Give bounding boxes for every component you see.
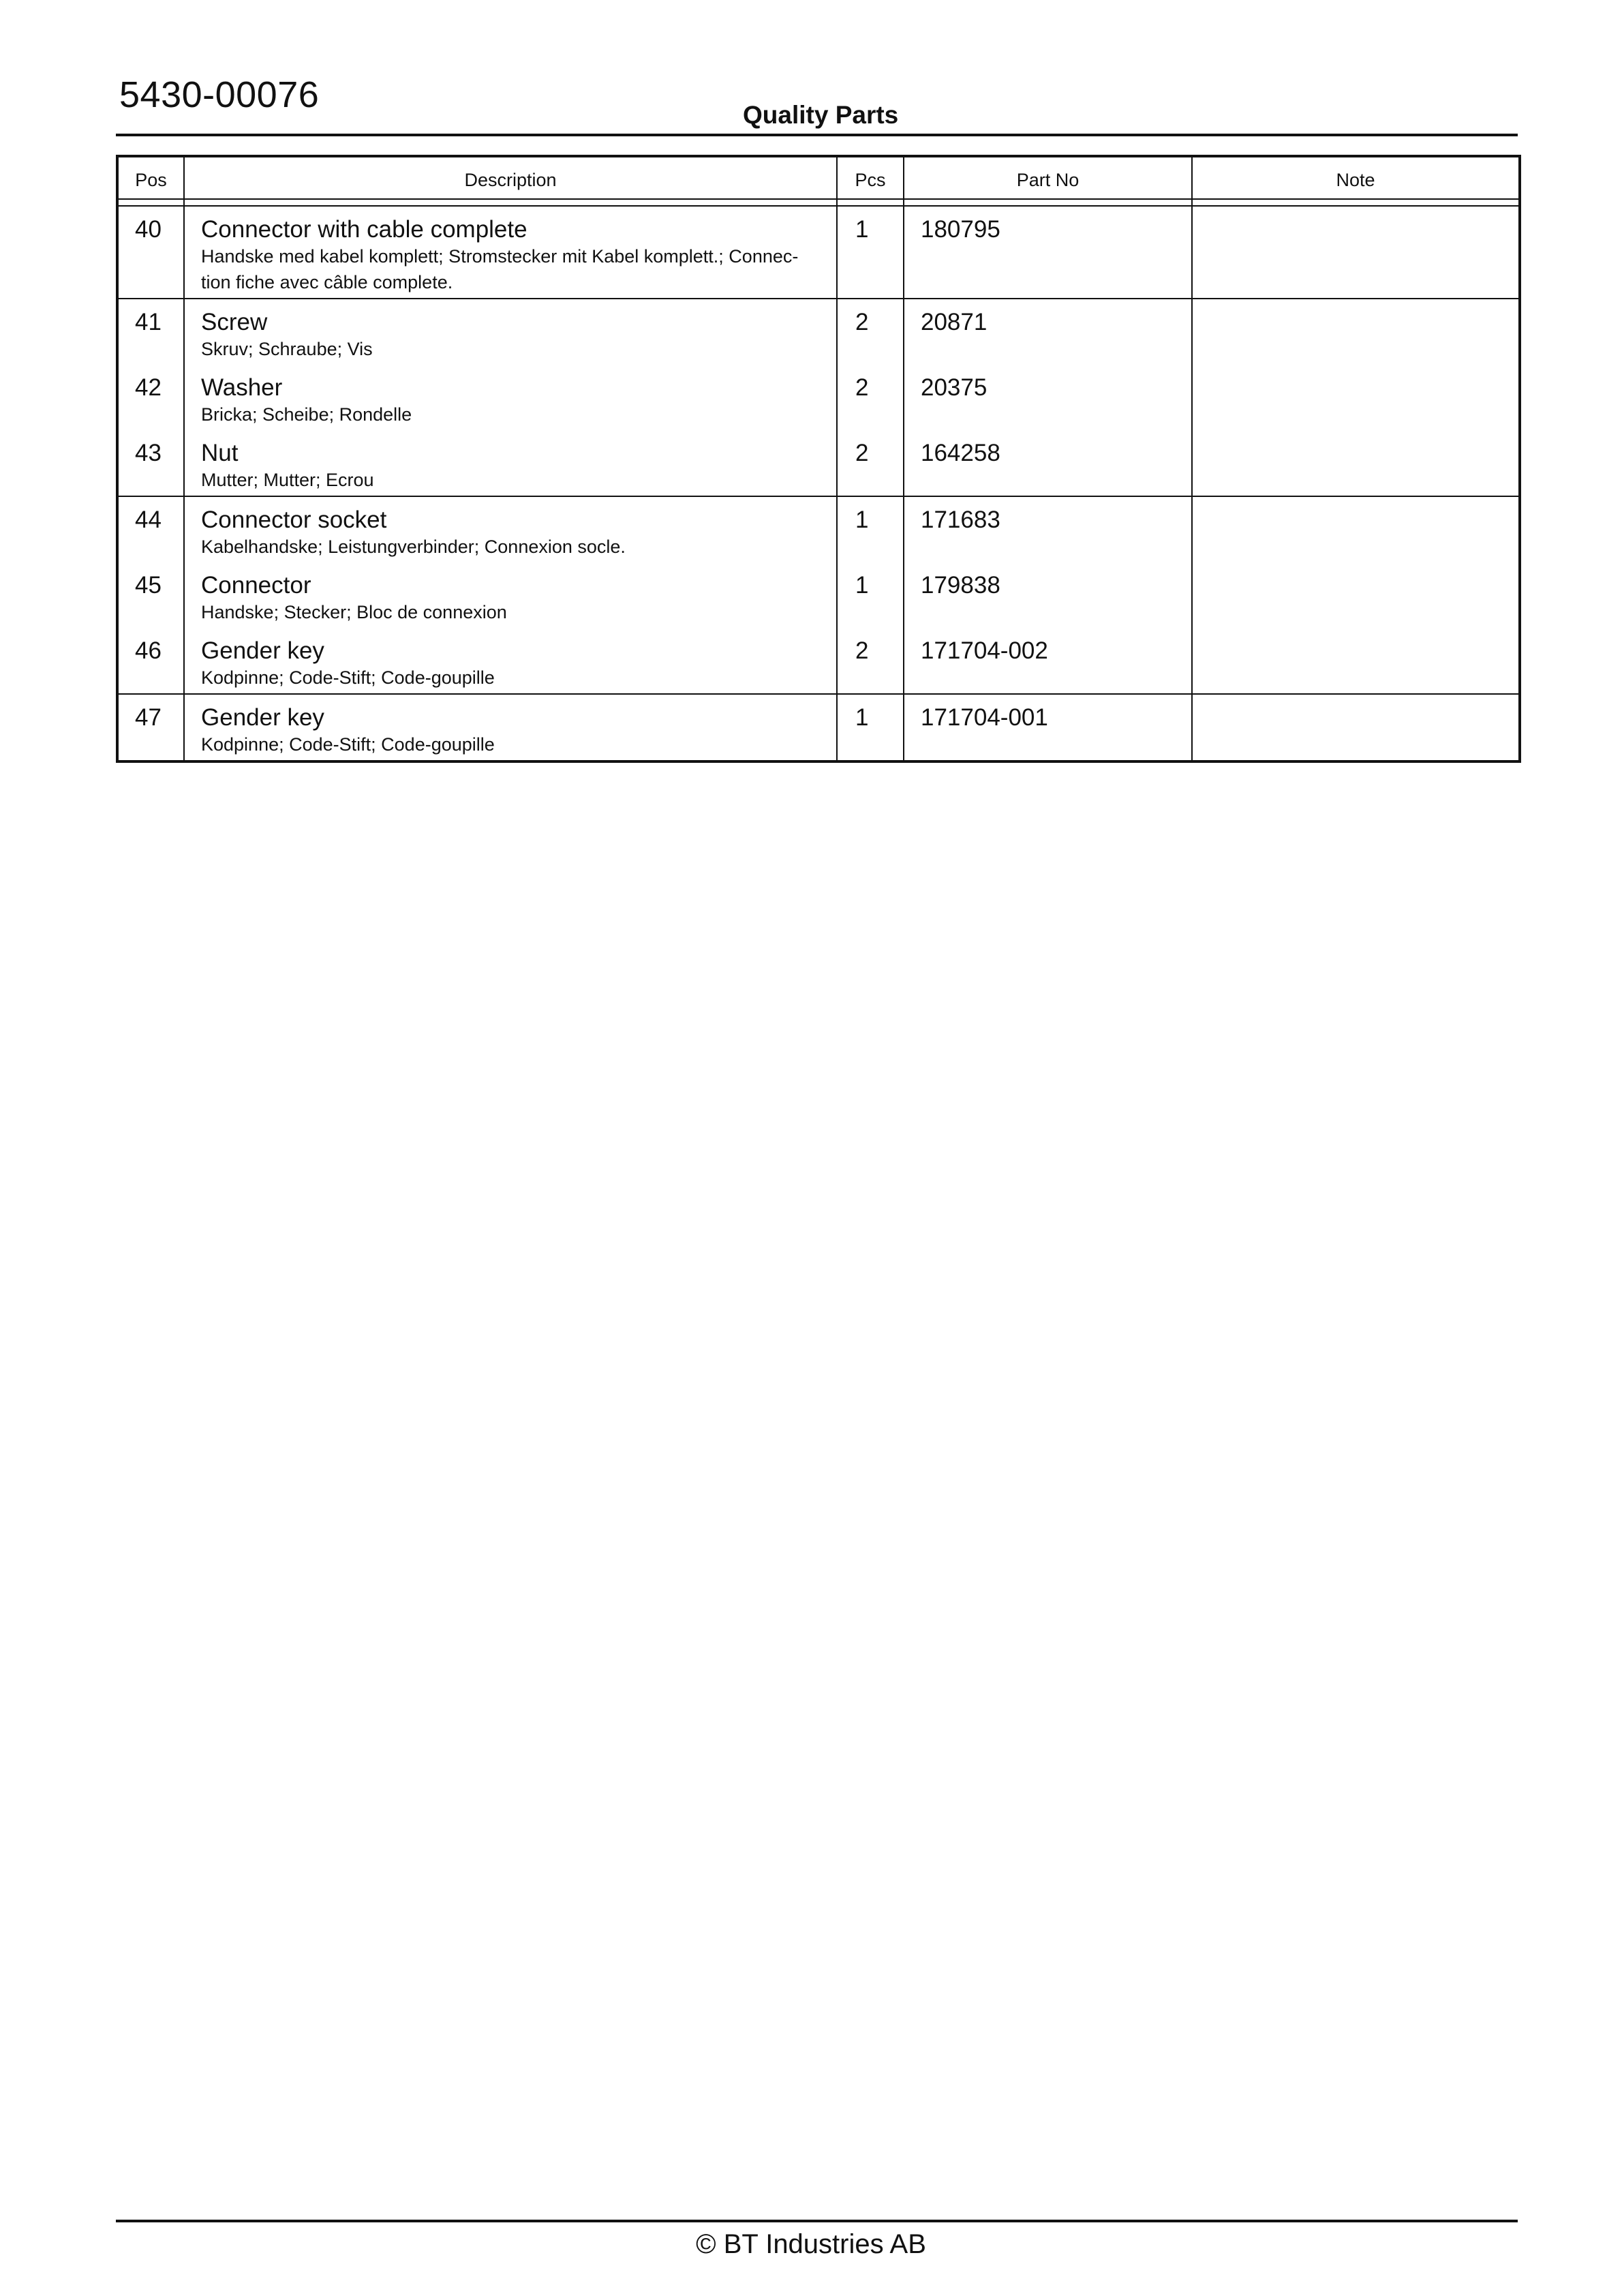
- cell-pos: 44: [117, 496, 184, 562]
- column-header-description: Description: [184, 156, 837, 199]
- cell-pos: 40: [117, 206, 184, 299]
- cell-pcs: 2: [837, 628, 904, 694]
- part-translation: Handske med kabel komplett; Stromstecker mit Kabel komplett.; Connec-tion fiche avec câble complete.: [201, 246, 799, 292]
- part-translation: Handske; Stecker; Bloc de connexion: [201, 602, 507, 622]
- part-translation: Kodpinne; Code-Stift; Code-goupille: [201, 667, 495, 688]
- cell-description: [184, 365, 837, 430]
- cell-pcs: 2: [837, 299, 904, 365]
- part-name: Connector with cable complete: [201, 216, 527, 243]
- table-header-row: [117, 156, 1520, 199]
- cell-description: [184, 628, 837, 694]
- part-name: Connector socket: [201, 507, 387, 533]
- part-name: Nut: [201, 440, 239, 466]
- table-row: [117, 628, 1520, 694]
- cell-note: [1192, 299, 1520, 365]
- cell-part-no: 171704-001: [904, 694, 1192, 761]
- part-translation: Skruv; Schraube; Vis: [201, 339, 373, 359]
- parts-table: [116, 155, 1521, 763]
- cell-note: [1192, 496, 1520, 562]
- cell-description: [184, 496, 837, 562]
- cell-pcs: 2: [837, 365, 904, 430]
- table-row: [117, 430, 1520, 496]
- table-row: [117, 299, 1520, 365]
- cell-pos: 41: [117, 299, 184, 365]
- part-translation: Bricka; Scheibe; Rondelle: [201, 404, 412, 425]
- cell-description: [184, 694, 837, 761]
- cell-pcs: 1: [837, 496, 904, 562]
- cell-part-no: 171683: [904, 496, 1192, 562]
- cell-note: [1192, 562, 1520, 628]
- cell-note: [1192, 206, 1520, 299]
- cell-pos: 46: [117, 628, 184, 694]
- cell-description: [184, 299, 837, 365]
- part-name: Washer: [201, 374, 283, 401]
- cell-part-no: 20871: [904, 299, 1192, 365]
- part-name: Screw: [201, 309, 268, 335]
- cell-part-no: 180795: [904, 206, 1192, 299]
- table-row: [117, 694, 1520, 761]
- footer-divider: [116, 2220, 1518, 2222]
- cell-pos: 47: [117, 694, 184, 761]
- cell-part-no: 164258: [904, 430, 1192, 496]
- copyright-notice: © BT Industries AB: [696, 2229, 926, 2259]
- part-name: Connector: [201, 572, 311, 599]
- part-translation: Kodpinne; Code-Stift; Code-goupille: [201, 734, 495, 755]
- part-name: Gender key: [201, 704, 324, 731]
- cell-description: [184, 206, 837, 299]
- cell-pos: 45: [117, 562, 184, 628]
- part-translation: Kabelhandske; Leistungverbinder; Connexion socle.: [201, 537, 626, 557]
- table-row: [117, 365, 1520, 430]
- header-divider: [116, 134, 1518, 136]
- cell-note: [1192, 694, 1520, 761]
- cell-pcs: 1: [837, 206, 904, 299]
- cell-description: [184, 562, 837, 628]
- document-number: 5430-00076: [119, 74, 320, 115]
- table-row: [117, 206, 1520, 299]
- column-header-part-no: Part No: [904, 156, 1192, 199]
- table-row: [117, 496, 1520, 562]
- part-translation: Mutter; Mutter; Ecrou: [201, 470, 374, 490]
- cell-description: [184, 430, 837, 496]
- cell-part-no: 20375: [904, 365, 1192, 430]
- table-row: [117, 562, 1520, 628]
- cell-note: [1192, 628, 1520, 694]
- column-header-note: Note: [1192, 156, 1520, 199]
- cell-part-no: 171704-002: [904, 628, 1192, 694]
- part-name: Gender key: [201, 637, 324, 664]
- column-header-pcs: Pcs: [837, 156, 904, 199]
- document-subtitle: Quality Parts: [743, 101, 899, 129]
- header-spacer-row: [117, 199, 1520, 206]
- cell-note: [1192, 430, 1520, 496]
- column-header-pos: Pos: [117, 156, 184, 199]
- cell-part-no: 179838: [904, 562, 1192, 628]
- cell-pos: 42: [117, 365, 184, 430]
- cell-pcs: 1: [837, 562, 904, 628]
- cell-pcs: 2: [837, 430, 904, 496]
- cell-pcs: 1: [837, 694, 904, 761]
- cell-pos: 43: [117, 430, 184, 496]
- cell-note: [1192, 365, 1520, 430]
